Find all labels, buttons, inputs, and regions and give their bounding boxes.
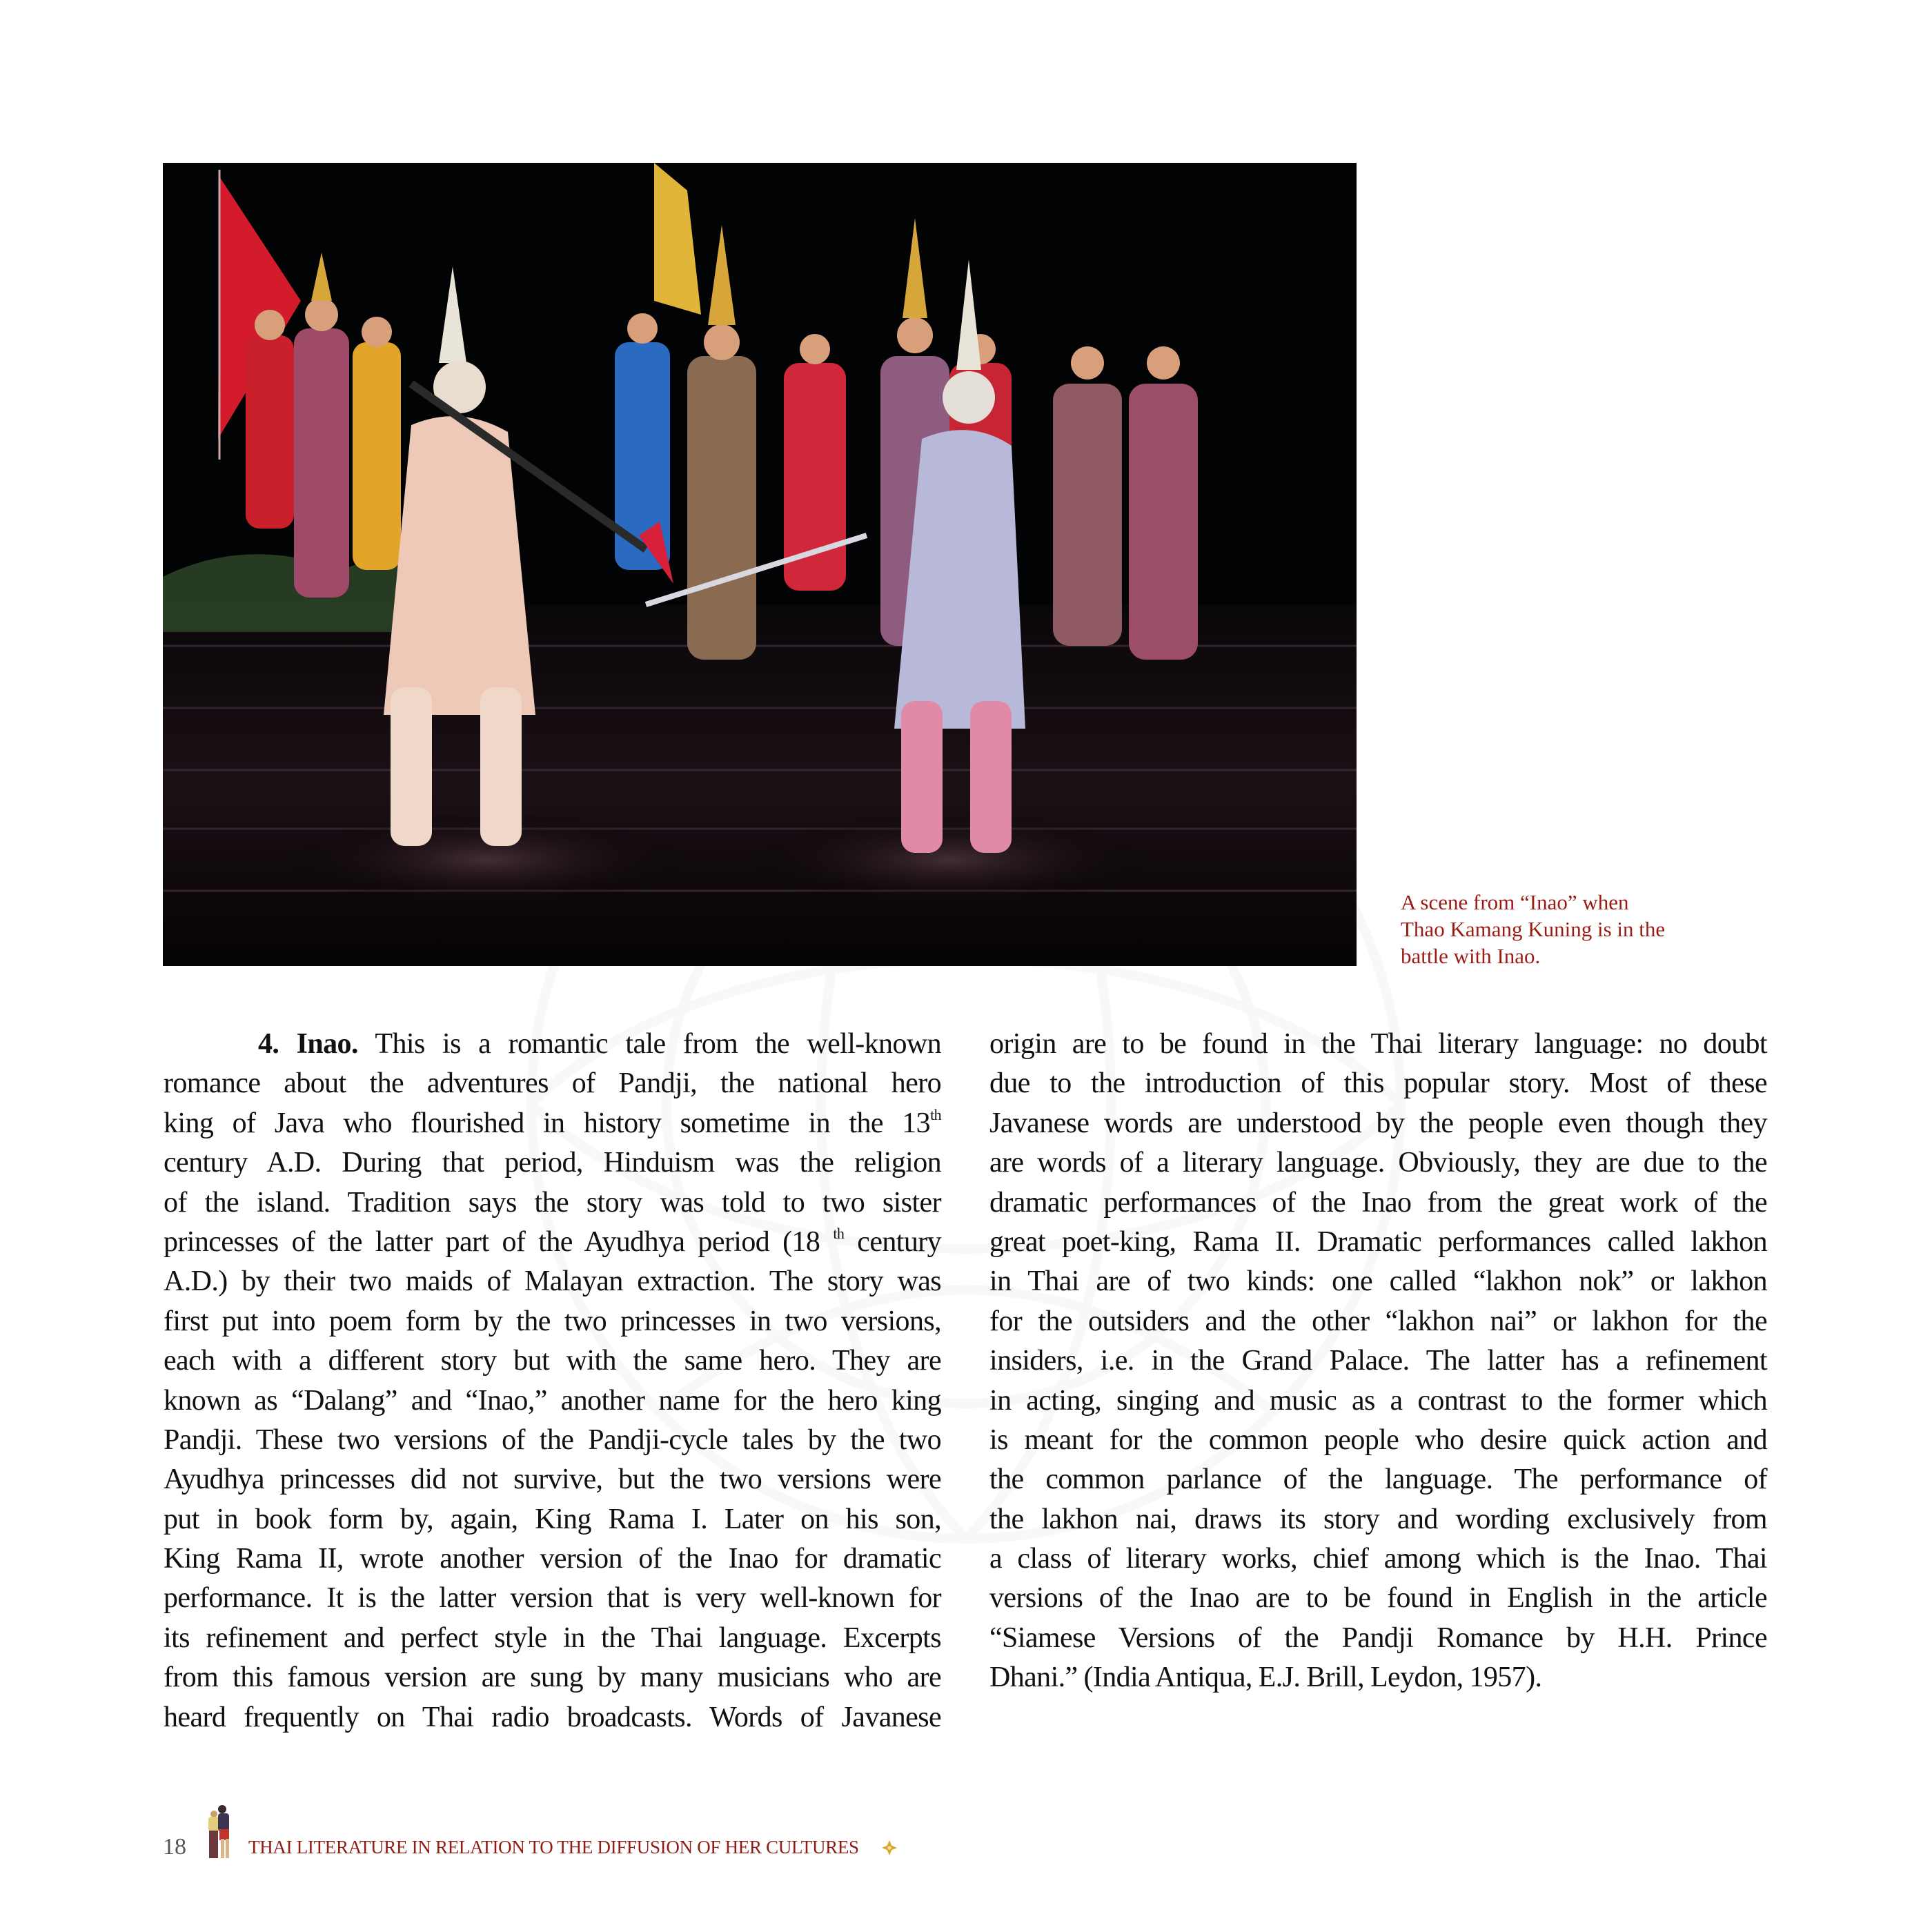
text-line: heard frequently on Thai radio broadcasts. Words of Javanese <box>164 1701 941 1733</box>
photo-caption <box>1401 889 1732 969</box>
page-footer <box>163 1804 991 1880</box>
text-line: for the outsiders and the other “lakhon nai” or lakhon for the <box>989 1305 1767 1337</box>
text-line: princesses of the latter part of the Ayudhya period (18 $^{th}$ century <box>164 1224 942 1258</box>
text-line: romance about the adventures of Pandji, the national hero <box>164 1067 941 1100</box>
text-line: a class of literary works, chief among which is the Inao. Thai <box>989 1543 1767 1575</box>
text-line: Pandji. These two versions of the Pandji-cycle tales by the two <box>164 1423 941 1456</box>
text-line: due to the introduction of this popular story. Most of these <box>989 1067 1767 1100</box>
text-line: in Thai are of two kinds: one called “lakhon nok” or lakhon <box>989 1265 1767 1298</box>
caption-line: A scene from “Inao” when <box>1401 890 1629 914</box>
body-column-left <box>164 1025 941 1737</box>
dancing-couple-icon <box>203 1804 235 1861</box>
text-line: of the island. Tradition says the story was told to two sister <box>164 1186 941 1219</box>
text-line: each with a different story but with the same hero. They are <box>164 1345 941 1377</box>
text-line: the lakhon nai, draws its story and wording exclusively from <box>989 1503 1767 1535</box>
stage-scene-illustration <box>163 163 1357 966</box>
page-number: 18 <box>163 1834 186 1860</box>
text-line: 4. Inao. This is a romantic tale from the well-known <box>258 1028 941 1060</box>
running-title: THAI LITERATURE IN RELATION TO THE DIFFUSION OF HER CULTURES <box>248 1837 859 1857</box>
text-line: Javanese words are understood by the people even though they <box>989 1107 1767 1139</box>
text-line: king of Java who flourished in history sometime in the 13th <box>164 1105 941 1139</box>
text-line: insiders, i.e. in the Grand Palace. The latter has a refinement <box>989 1345 1767 1377</box>
text-line: its refinement and perfect style in the Thai language. Excerpts <box>164 1621 941 1654</box>
text-line: Ayudhya princesses did not survive, but the two versions were <box>164 1463 941 1496</box>
text-line: origin are to be found in the Thai literary language: no doubt <box>989 1028 1767 1060</box>
text-line: from this famous version are sung by many musicians who are <box>164 1662 941 1694</box>
text-line: are words of a literary language. Obviously, they are due to the <box>989 1147 1767 1179</box>
caption-line: battle with Inao. <box>1401 944 1541 968</box>
performance-photo <box>163 163 1357 966</box>
text-line: known as “Dalang” and “Inao,” another name for the hero king <box>164 1384 941 1417</box>
section-heading: 4. Inao. <box>258 1028 358 1060</box>
text-line: in acting, singing and music as a contrast to the former which <box>989 1384 1767 1417</box>
ordinal-superscript: th <box>833 1224 845 1242</box>
text-line: A.D.) by their two maids of Malayan extraction. The story was <box>164 1265 941 1298</box>
text-line: “Siamese Versions of the Pandji Romance by H.H. Prince <box>989 1621 1767 1654</box>
text-line: versions of the Inao are to be found in English in the article <box>989 1582 1767 1615</box>
text-line: dramatic performances of the Inao from the great work of the <box>989 1186 1767 1219</box>
body-column-right <box>989 1025 1767 1698</box>
text-line: the common parlance of the language. The performance of <box>989 1463 1767 1496</box>
caption-line: Thao Kamang Kuning is in the <box>1401 917 1666 941</box>
text-line: King Rama II, wrote another version of the Inao for dramatic <box>164 1543 941 1575</box>
text-line: performance. It is the latter version that is very well-known for <box>164 1582 941 1615</box>
text-line: great poet-king, Rama II. Dramatic performances called lakhon <box>989 1225 1767 1258</box>
text-line: first put into poem form by the two princesses in two versions, <box>164 1305 941 1337</box>
text-line: Dhani.” (India Antiqua, E.J. Brill, Leydon, 1957). <box>989 1662 1542 1694</box>
text-line: put in book form by, again, King Rama I. Later on his son, <box>164 1503 941 1535</box>
text-line: is meant for the common people who desire quick action and <box>989 1423 1767 1456</box>
gold-diamond-flower-icon <box>882 1840 897 1855</box>
text-line: century A.D. During that period, Hinduism was the religion <box>164 1147 941 1179</box>
ordinal-superscript: th <box>930 1105 941 1123</box>
